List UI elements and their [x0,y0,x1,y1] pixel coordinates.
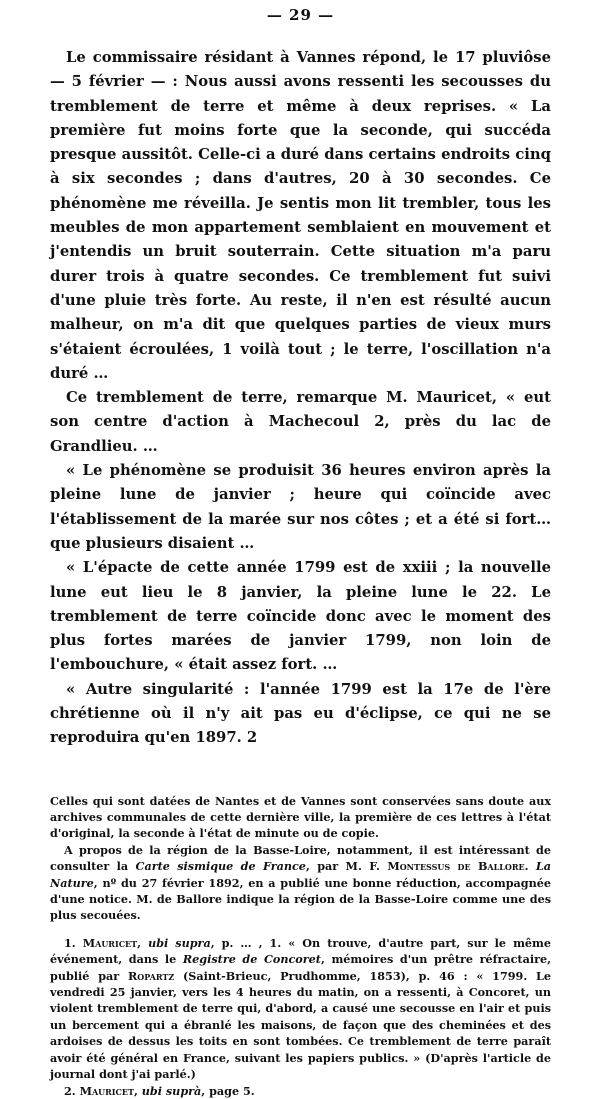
paragraph: Ce tremblement de terre, remarque M. Mauricet, « eut son centre d'action à Machecoul 2, près du lac de Grandlieu. … [50,389,551,455]
registre-title: Registre de Concoret [182,952,321,967]
editor-name: Ropartz [127,968,175,983]
footnote-2: 2. Mauricet, ubi suprà, page 5. [64,1083,255,1098]
footnote-text: , nº du 27 février 1892, en a publié une bonne réduction, accompagnée d'une notice. M. de Ballore indique la région de la Basse-Loire comme une des plus secouées. [50,875,551,923]
footnote-number: 1. [64,935,76,950]
footnote-text: , p. … , 1. « On trouve, d'autre part, sur le même événement, dans le [50,935,551,967]
footnote-text: A propos de la région de la Basse-Loire, notamment, il est intéressant de consulter la [50,842,551,874]
paragraph: « Autre singularité : l'année 1799 est la 17e de l'ère chrétienne où il n'y ait pas eu d'éclipse, ce qui ne se reproduira qu'en 1897. 2 [50,680,551,747]
paragraph: « L'épacte de cette année 1799 est de xxiii ; la nouvelle lune eut lieu le 8 janvier, la pleine lune le 22. Le tremblement de terre coïncide donc avec le moment des plus fortes marées de janvier 1799, non loin de l'embouchure, « était assez fort. … [50,559,551,674]
author-name: Montessus de Ballore [387,859,525,874]
main-text [50,46,551,751]
footnote-text: , mémoires d'un prêtre réfractaire, publié par [50,952,551,983]
footnotes [50,793,551,1099]
footnote-ref: ubi suprà [141,1083,202,1098]
footnote-intro: Celles qui sont datées de Nantes et de Vannes sont conservées sans doute aux archives communales de cette dernière ville, la première de ces lettres à l'état d'original, la seconde à l'état de minute ou de copie. [50,793,551,841]
footnote-author: Mauricet [79,1083,134,1098]
footnote-number: 2. [64,1083,76,1098]
footnote-paragraph [50,842,551,924]
footnote-1: 1. Mauricet, ubi supra, p. … , 1. « On trouve, d'autre part, sur le même événement, dans le Registre de Concoret, mémoires d'un prêtre réfractaire, publié par Ropartz (Saint-Brieuc, Prudhomme, 1853), p. 46 : « 1799. Le vendredi 25 janvier, vers les 4 heures du matin, on a ressenti, à Concoret, un violent tremblement de terre qui, d'abord, a causé une secousse en l'air et puis un bercement qui a ébranlé les maisons, de façon que des cheminées et des ardoises de dessus les toits en sont tombées. Ce tremblement de terre paraît avoir été général en France, suivant les papiers publics. » (D'après l'article de journal dont j'ai parlé.) [50,935,551,1082]
footnote-text: , page 5. [201,1083,255,1098]
carte-title: Carte sismique de France [135,859,306,874]
footnote-text: , par M. F. [305,859,388,874]
footnote-text: (Saint-Brieuc, Prudhomme, 1853), p. 46 : « 1799. Le vendredi 25 janvier, vers les 4 heures du matin, on a ressenti, à Concoret, un violent tremblement de terre qui, d'abord, a causé une secousse en l'air et puis un bercement qui a ébranlé les maisons, de façon que des cheminées et des ardoises de dessus les toits en sont tombées. Ce tremblement de terre paraît avoir été général en France, suivant les papiers publics. » (D'après l'article de journal dont j'ai parlé.) [50,968,551,1082]
footnote-ref: ubi supra [148,935,211,950]
footnote-text: . [524,859,536,874]
paragraph: Le commissaire résidant à Vannes répond, le 17 pluviôse — 5 février — : Nous aussi avons ressenti les secousses du tremblement de terre et même à deux reprises. « La première fut moins forte que la seconde, qui succéda presque aussitôt. Celle-ci a duré dans certains endroits cinq à six secondes ; dans d'autres, 20 à 30 secondes. Ce phénomène me réveilla. Je sentis mon lit trembler, tous les meubles de mon appartement semblaient en mouvement et j'entendis un bruit souterrain. Cette situation m'a paru durer trois à quatre secondes. Ce tremblement fut suivi d'une pluie très forte. Au reste, il n'en est résulté aucun malheur, on m'a dit que quelques parties de vieux murs s'étaient écroulées, 1 voilà tout ; le terre, l'oscillation n'a duré … [50,49,551,382]
journal-title: La Nature [50,859,552,890]
footnote-author: Mauricet [82,935,138,950]
paragraph: « Le phénomène se produisit 36 heures environ après la pleine lune de janvier ; heure qui coïncide avec l'établissement de la marée sur nos côtes ; et a été si fort… que plusieurs disaient … [50,462,551,552]
page-number: — 29 — [266,6,335,24]
